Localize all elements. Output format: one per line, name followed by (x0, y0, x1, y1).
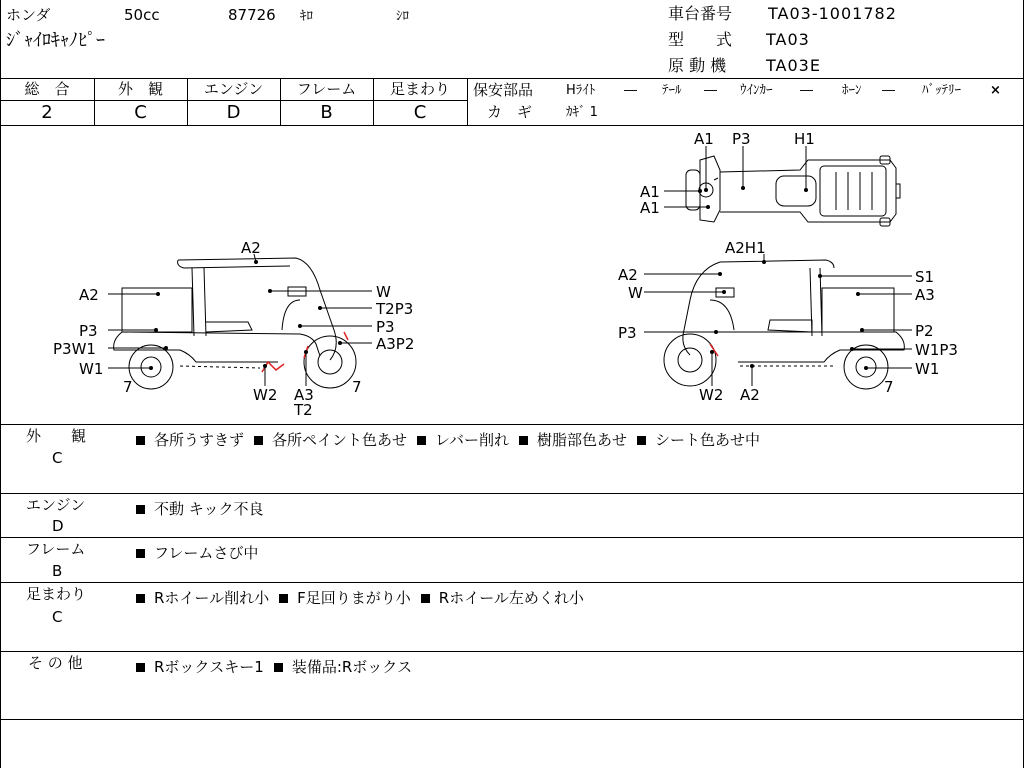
label-top-h1: H1 (794, 130, 815, 148)
grade-suspension-value: C (413, 102, 427, 123)
note-text: 各所うすきず (154, 431, 245, 449)
label-left-a3: A3 (294, 386, 314, 404)
label-left-a3p2: A3P2 (376, 335, 415, 353)
note-text: Rボックスキー1 (154, 658, 264, 676)
note-item (136, 544, 258, 562)
note-text: フレームさび中 (154, 544, 259, 562)
note-item (279, 589, 411, 607)
label-left-t2p3: T2P3 (376, 300, 414, 318)
grade-frame-value: B (320, 102, 333, 123)
note-exterior-grade: C (52, 449, 63, 467)
engine-value: TA03E (766, 56, 821, 75)
grade-engine-label: エンジン (203, 80, 264, 98)
label-right-a2h1: A2H1 (725, 239, 766, 257)
note-suspension-items (136, 587, 594, 608)
top-view-outline (686, 156, 900, 226)
note-item (254, 431, 407, 449)
label-right-w1p3: W1P3 (915, 341, 958, 359)
label-left-w1: W1 (79, 360, 104, 378)
label-top-a1-c: A1 (640, 199, 660, 217)
note-item (136, 658, 264, 676)
note-item (637, 431, 760, 449)
displacement: 50cc (124, 6, 160, 24)
label-right-w2: W2 (699, 386, 724, 404)
grade-overall-value: 2 (41, 102, 53, 123)
label-left-p3w1: P3W1 (53, 340, 96, 358)
safety-status-battery: × (990, 83, 1001, 98)
left-view-leaders (108, 254, 372, 386)
safety-item-battery: ﾊﾞｯﾃﾘｰ (922, 83, 961, 98)
maker: ホンダ (6, 6, 51, 24)
note-item (136, 500, 263, 518)
note-text: 不動 キック不良 (154, 500, 264, 518)
note-frame-grade: B (52, 562, 63, 580)
left-view-dots (149, 260, 342, 370)
note-text: Rホイール左めくれ小 (438, 589, 584, 607)
note-item (421, 589, 584, 607)
safety-status-horn: ― (882, 83, 895, 98)
label-right-s1: S1 (915, 268, 935, 286)
note-text: 装備品:Rボックス (291, 658, 413, 676)
note-text: 樹脂部色あせ (536, 431, 627, 449)
label-left-7-front: 7 (352, 378, 362, 396)
label-left-w: W (376, 283, 391, 301)
label-right-a2-bottom: A2 (740, 386, 760, 404)
safety-status-headlight: ― (624, 83, 637, 98)
note-exterior-items (136, 429, 770, 450)
grade-exterior-label: 外 観 (117, 80, 163, 98)
note-text: Rホイール削れ小 (154, 589, 270, 607)
label-left-7-rear: 7 (123, 378, 133, 396)
label-left-a2: A2 (79, 286, 99, 304)
note-text: 各所ペイント色あせ (272, 431, 408, 449)
note-text: シート色あせ中 (655, 431, 761, 449)
mileage: 87726 (228, 6, 276, 24)
diagram-labels (53, 130, 958, 419)
note-other-label: そ の 他 (28, 654, 83, 672)
note-item (519, 431, 627, 449)
note-frame-label: フレーム (26, 540, 86, 558)
safety-status-winker: ― (800, 83, 813, 98)
safety-status-tail: ― (704, 83, 717, 98)
color: ｼﾛ (396, 9, 409, 24)
safety-item-horn: ﾎｰﾝ (842, 83, 862, 98)
note-item (274, 658, 412, 676)
label-right-w1: W1 (915, 360, 940, 378)
model-name: ｼﾞｬｲﾛｷｬﾉﾋﾟｰ (6, 30, 105, 51)
safety-item-headlight: Hﾗｲﾄ (566, 83, 596, 98)
label-top-a1: A1 (694, 130, 714, 148)
label-left-t2: T2 (294, 401, 313, 419)
type-value: TA03 (766, 30, 810, 49)
label-left-a2-top: A2 (241, 239, 261, 257)
grade-suspension-label: 足まわり (389, 80, 450, 98)
grade-frame-label: フレーム (296, 80, 357, 98)
safety-item-winker: ｳｲﾝｶｰ (740, 83, 773, 98)
type-label: 型 式 (668, 30, 733, 49)
label-top-p3: P3 (732, 130, 751, 148)
note-text: F足回りまがり小 (297, 589, 411, 607)
note-item (417, 431, 509, 449)
mileage-unit: ｷﾛ (300, 9, 313, 24)
note-exterior-label: 外 観 (26, 427, 87, 445)
note-suspension-label: 足まわり (26, 585, 87, 603)
key-label: カ ギ (487, 103, 533, 121)
safety-title: 保安部品 (473, 81, 534, 99)
note-engine-items (136, 498, 273, 519)
note-other-items (136, 656, 422, 677)
grade-engine-value: D (226, 102, 241, 123)
label-right-a2: A2 (618, 266, 638, 284)
label-right-7: 7 (884, 378, 894, 396)
right-view-outline (664, 260, 904, 389)
key-value: ｶｷﾞ 1 (566, 105, 598, 120)
note-engine-label: エンジン (26, 496, 86, 514)
grade-exterior-value: C (134, 102, 147, 123)
note-engine-grade: D (52, 517, 64, 535)
chassis-value: TA03-1001782 (768, 4, 897, 23)
label-right-w: W (628, 284, 643, 302)
label-top-a1-b: A1 (640, 183, 660, 201)
label-left-p3-right: P3 (376, 318, 395, 336)
label-right-a3: A3 (915, 286, 935, 304)
note-suspension-grade: C (52, 608, 63, 626)
label-left-p3: P3 (79, 322, 98, 340)
safety-item-tail: ﾃｰﾙ (662, 83, 682, 98)
note-item (136, 431, 244, 449)
chassis-label: 車台番号 (668, 4, 733, 23)
grade-overall-label: 総 合 (24, 80, 70, 98)
engine-label: 原 動 機 (668, 56, 727, 75)
label-right-p3: P3 (618, 324, 637, 342)
note-text: レバー削れ (435, 431, 509, 449)
note-frame-items (136, 542, 268, 563)
label-right-p2: P2 (915, 322, 934, 340)
label-left-w2: W2 (253, 386, 278, 404)
note-item (136, 589, 269, 607)
